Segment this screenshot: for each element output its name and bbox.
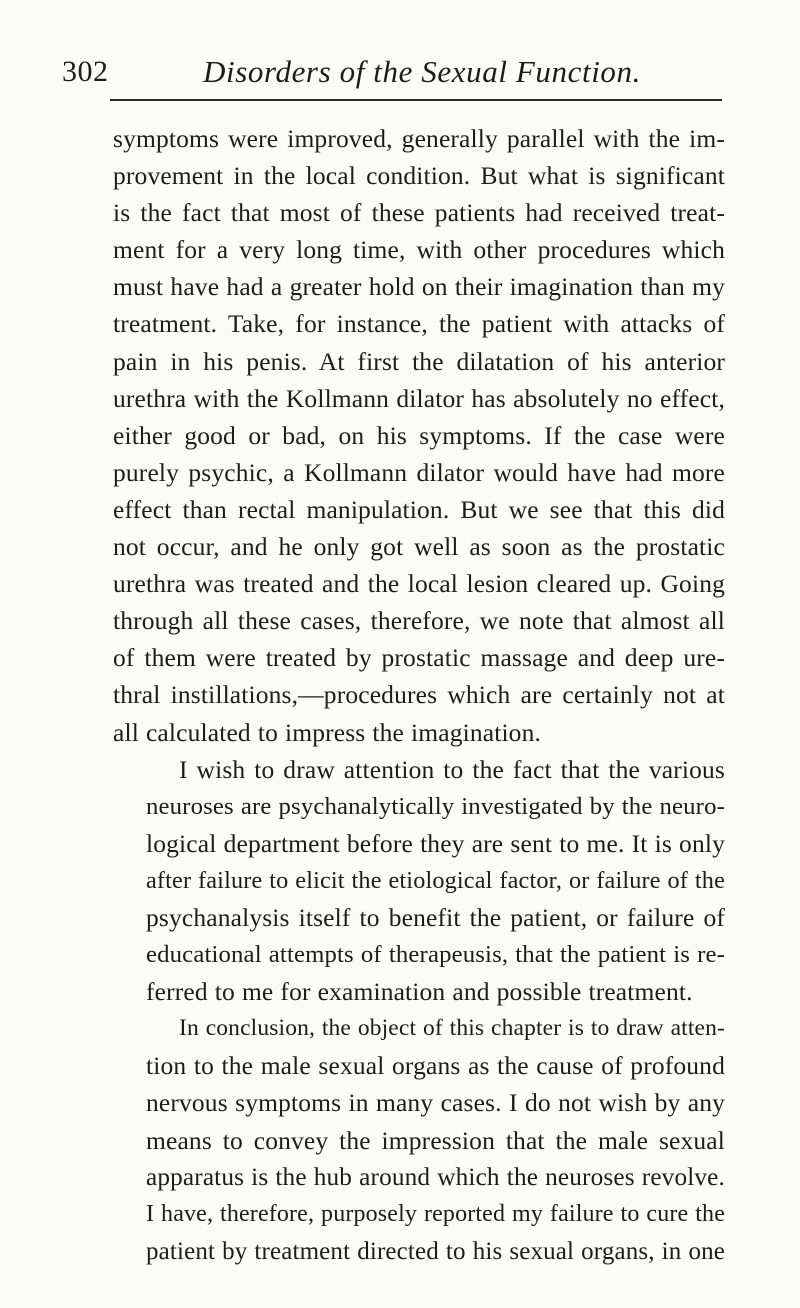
- header-rule: [110, 99, 722, 101]
- text-line: I have, therefore, purposely reported my failure to cure the: [146, 1200, 725, 1227]
- text-line: treatment. Take, for instance, the patient with attacks of: [113, 309, 725, 339]
- body-text: [113, 120, 725, 1270]
- page-number: 302: [62, 55, 109, 88]
- text-line: educational attempts of therapeusis, that the patient is re-: [146, 941, 725, 969]
- text-line: I wish to draw attention to the fact that the various: [179, 754, 725, 784]
- paragraph-2: [113, 751, 725, 1011]
- text-line: neuroses are psychanalytically investigated by the neuro-: [146, 792, 725, 820]
- text-line: not occur, and he only got well as soon as the prostatic: [113, 532, 725, 562]
- text-line: all calculated to impress the imagination.: [113, 717, 542, 747]
- running-header: [0, 0, 800, 110]
- text-line: urethra with the Kollmann dilator has absolutely no effect,: [113, 383, 725, 413]
- text-line: means to convey the impression that the male sexual: [146, 1125, 725, 1155]
- text-line: patient by treatment directed to his sexual organs, in one: [146, 1237, 725, 1265]
- text-line: tion to the male sexual organs as the cause of profound: [146, 1051, 725, 1081]
- text-line: is the fact that most of these patients had received treat-: [113, 198, 725, 228]
- paragraph-1: [113, 120, 725, 751]
- text-line: after failure to elicit the etiological factor, or failure of the: [146, 866, 725, 894]
- text-line: provement in the local condition. But what is significant: [113, 161, 725, 191]
- text-line: effect than rectal manipulation. But we see that this did: [113, 494, 725, 524]
- text-line: ferred to me for examination and possible treatment.: [146, 977, 693, 1007]
- text-line: In conclusion, the object of this chapter is to draw atten-: [179, 1015, 725, 1042]
- text-line: either good or bad, on his symptoms. If the case were: [113, 420, 725, 450]
- text-line: ment for a very long time, with other procedures which: [113, 235, 725, 265]
- text-line: of them were treated by prostatic massage and deep ure-: [113, 643, 725, 673]
- running-title: Disorders of the Sexual Function.: [203, 54, 641, 89]
- paragraph-3: [113, 1010, 725, 1270]
- text-line: logical department before they are sent to me. It is only: [146, 828, 725, 858]
- text-line: symptoms were improved, generally parallel with the im-: [113, 124, 725, 153]
- text-line: apparatus is the hub around which the neuroses revolve.: [146, 1162, 725, 1191]
- text-line: pain in his penis. At first the dilatation of his anterior: [113, 346, 725, 376]
- text-line: psychanalysis itself to benefit the patient, or failure of: [146, 902, 725, 932]
- text-line: purely psychic, a Kollmann dilator would have had more: [113, 457, 725, 487]
- text-line: thral instillations,—procedures which are certainly not at: [113, 680, 725, 710]
- text-line: nervous symptoms in many cases. I do not wish by any: [146, 1088, 725, 1118]
- text-line: must have had a greater hold on their imagination than my: [113, 272, 725, 302]
- text-line: urethra was treated and the local lesion cleared up. Going: [113, 569, 725, 599]
- text-line: through all these cases, therefore, we note that almost all: [113, 606, 725, 636]
